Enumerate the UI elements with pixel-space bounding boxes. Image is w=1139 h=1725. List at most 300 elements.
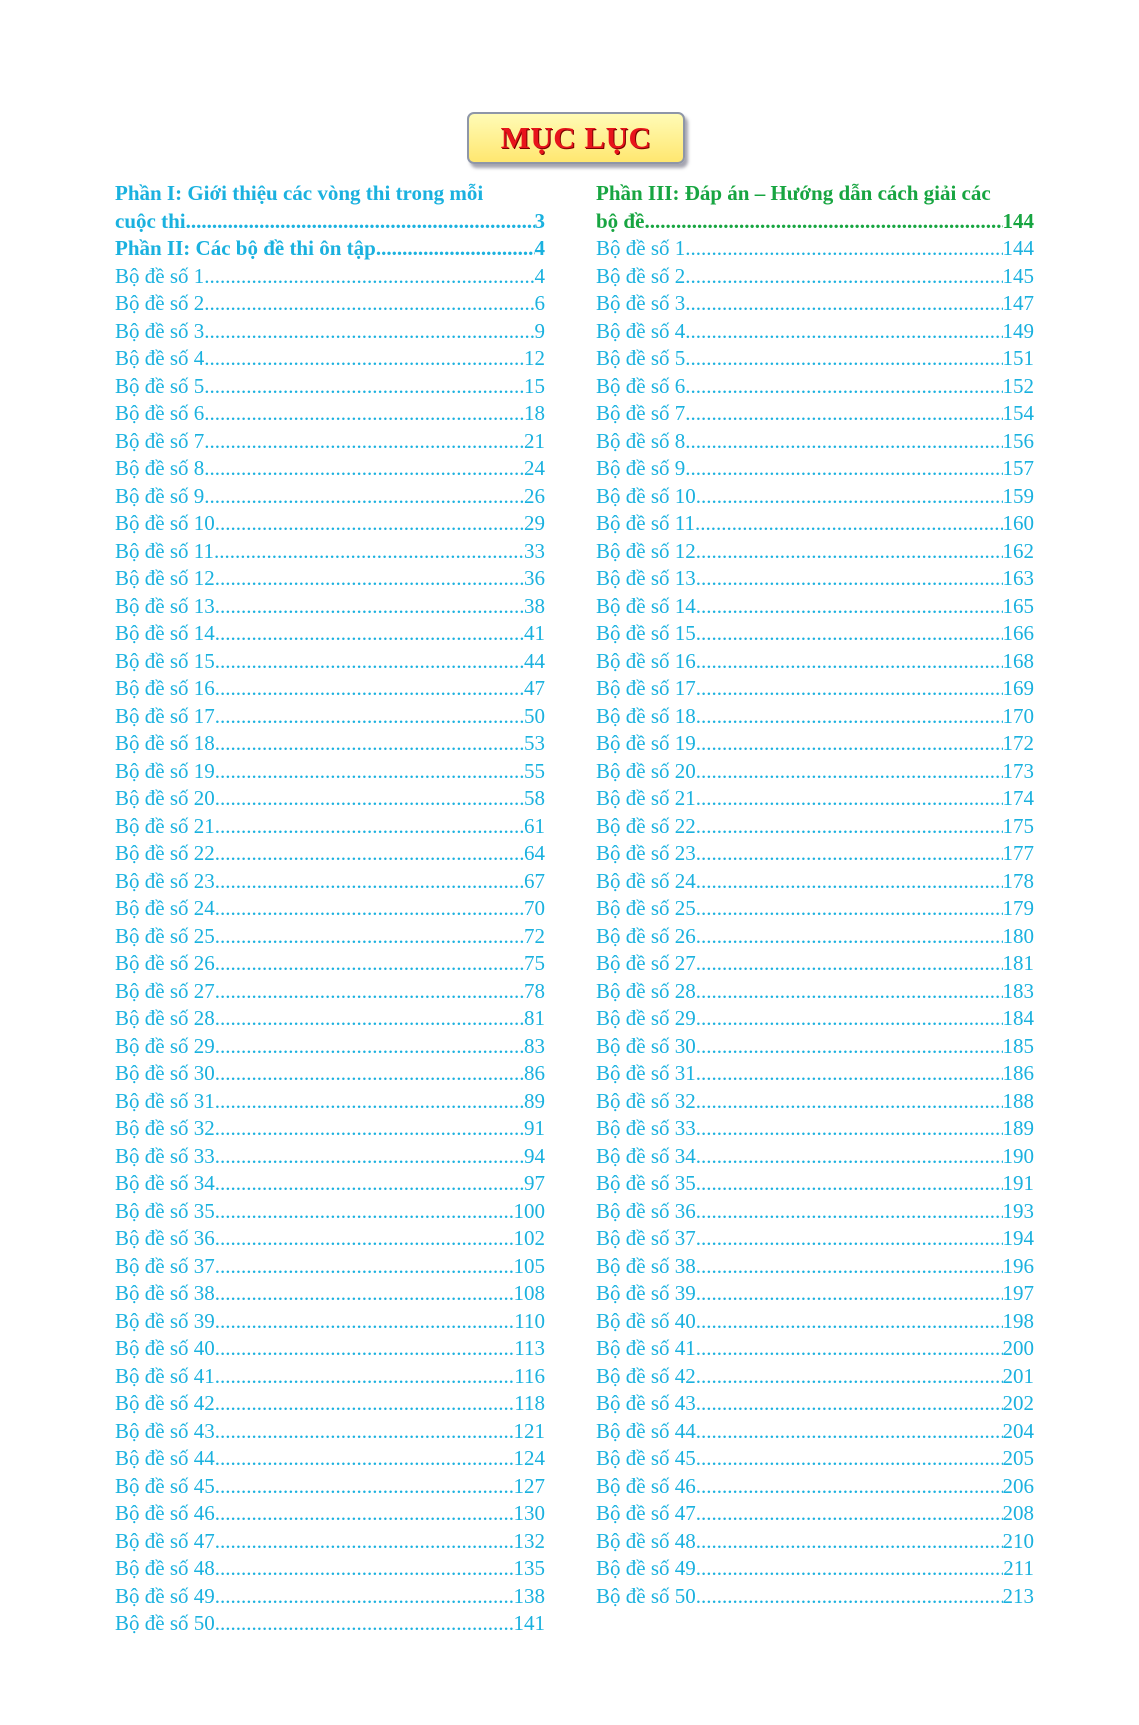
toc-entry[interactable] [596, 1143, 1034, 1171]
toc-entry[interactable] [596, 1445, 1034, 1473]
toc-entry[interactable] [596, 1005, 1034, 1033]
dot-leader [215, 1445, 514, 1473]
toc-entry[interactable] [596, 785, 1034, 813]
dot-leader [696, 840, 1003, 868]
toc-entry-label: Bộ đề số 17 [115, 703, 215, 728]
dot-leader [215, 730, 524, 758]
toc-entry-part1[interactable] [115, 208, 545, 236]
toc-entry[interactable] [115, 648, 545, 676]
toc-entry-label: Bộ đề số 13 [115, 593, 215, 618]
toc-entry-label: Bộ đề số 9 [596, 456, 686, 480]
toc-entry[interactable] [115, 1005, 545, 1033]
toc-entry[interactable] [115, 1555, 545, 1583]
toc-entry-label: Bộ đề số 37 [115, 1253, 215, 1278]
toc-entry[interactable] [115, 840, 545, 868]
toc-entry-page: 86 [524, 1061, 545, 1085]
toc-entry-page: 55 [524, 758, 545, 783]
toc-entry[interactable] [596, 1280, 1034, 1308]
toc-entry-label: Bộ đề số 40 [596, 1308, 696, 1333]
toc-entry-page: 118 [514, 1391, 545, 1415]
toc-entry[interactable] [596, 1115, 1034, 1143]
toc-entry-page: 157 [1002, 456, 1034, 480]
dot-leader [215, 978, 524, 1006]
toc-entry-label: Bộ đề số 25 [115, 923, 215, 948]
toc-entry[interactable] [596, 950, 1034, 978]
toc-entry-label: Bộ đề số 45 [115, 1473, 215, 1498]
toc-entry[interactable] [115, 813, 545, 841]
dot-leader [204, 290, 534, 318]
toc-entry[interactable] [115, 1445, 545, 1473]
toc-entry[interactable] [115, 730, 545, 758]
toc-entry-label: Bộ đề số 16 [596, 648, 696, 673]
toc-entry-page: 198 [1002, 1308, 1034, 1333]
dot-leader [215, 1280, 514, 1308]
toc-entry-label: Bộ đề số 1 [596, 236, 686, 260]
toc-entry[interactable] [115, 1390, 545, 1418]
toc-entry-page: 29 [524, 511, 545, 535]
toc-entry[interactable] [596, 978, 1034, 1006]
toc-entry-page: 197 [1002, 1281, 1034, 1305]
toc-entry[interactable] [115, 1115, 545, 1143]
toc-entry-label: Bộ đề số 10 [596, 483, 696, 508]
toc-entry-page: 124 [513, 1446, 545, 1470]
toc-entry-page: 121 [513, 1418, 545, 1443]
toc-entry[interactable] [596, 1198, 1034, 1226]
toc-entry-label: Bộ đề số 8 [596, 428, 686, 453]
dot-leader [696, 1088, 1003, 1116]
toc-entry-label: Bộ đề số 44 [596, 1418, 696, 1443]
toc-entry-label: Bộ đề số 32 [596, 1088, 696, 1113]
toc-entry-page: 213 [1002, 1583, 1034, 1608]
toc-entry[interactable] [596, 620, 1034, 648]
toc-entry[interactable] [596, 593, 1034, 621]
dot-leader [215, 565, 524, 593]
toc-entry-label: Bộ đề số 47 [596, 1501, 696, 1525]
toc-entry-label: Bộ đề số 5 [596, 346, 686, 370]
toc-entry[interactable] [596, 895, 1034, 923]
dot-leader [696, 1500, 1003, 1528]
toc-entry-page: 168 [1002, 648, 1034, 673]
toc-entry-label: Bộ đề số 43 [115, 1418, 215, 1443]
toc-entry[interactable] [596, 730, 1034, 758]
toc-entry-page: 180 [1002, 923, 1034, 948]
toc-entry-page: 181 [1002, 951, 1034, 975]
toc-entry-page: 6 [534, 291, 545, 315]
toc-entry[interactable] [596, 1170, 1034, 1198]
toc-entry-label: Bộ đề số 12 [115, 566, 215, 590]
toc-entry[interactable] [596, 1418, 1034, 1446]
toc-entry-page: 61 [524, 813, 545, 838]
toc-entry[interactable] [596, 1335, 1034, 1363]
toc-entry-label: Bộ đề số 50 [596, 1583, 696, 1608]
toc-entry-page: 169 [1002, 676, 1034, 700]
toc-entry[interactable] [115, 703, 545, 731]
toc-entry-label: Bộ đề số 5 [115, 373, 205, 398]
dot-leader [204, 318, 534, 346]
toc-entry[interactable] [596, 703, 1034, 731]
dot-leader [215, 950, 524, 978]
toc-right-column [596, 180, 1034, 1610]
dot-leader [215, 923, 524, 951]
toc-entry-label: Bộ đề số 30 [115, 1061, 215, 1085]
toc-entry-page: 177 [1002, 841, 1034, 865]
toc-entry-label: Bộ đề số 49 [115, 1583, 215, 1608]
dot-leader [696, 1363, 1003, 1391]
dot-leader [204, 345, 524, 373]
toc-entry-page: 173 [1002, 758, 1034, 783]
toc-entry-page: 53 [524, 731, 545, 755]
toc-entry-label: Bộ đề số 2 [115, 291, 205, 315]
toc-title: MỤC LỤC [500, 120, 652, 155]
toc-entry-page: 156 [1002, 428, 1034, 453]
toc-entry-label: Bộ đề số 21 [115, 813, 215, 838]
dot-leader [696, 1225, 1003, 1253]
toc-right-entries [596, 235, 1034, 1610]
toc-entry[interactable] [115, 290, 545, 318]
toc-entry-label: Bộ đề số 23 [596, 841, 696, 865]
toc-entry-label: Bộ đề số 46 [115, 1501, 215, 1525]
toc-entry[interactable] [596, 290, 1034, 318]
toc-entry-label: Bộ đề số 12 [596, 538, 696, 563]
dot-leader [696, 1253, 1003, 1281]
toc-entry-label: bộ đề [596, 208, 645, 233]
toc-entry[interactable] [596, 400, 1034, 428]
toc-entry-label: Bộ đề số 11 [115, 538, 214, 563]
toc-entry-page: 201 [1002, 1363, 1034, 1388]
toc-entry[interactable] [115, 593, 545, 621]
toc-entry-label: Bộ đề số 7 [115, 428, 205, 453]
dot-leader [215, 510, 524, 538]
toc-entry[interactable] [596, 1500, 1034, 1528]
toc-entry[interactable] [596, 483, 1034, 511]
dot-leader [186, 208, 535, 236]
toc-entry[interactable] [115, 1033, 545, 1061]
toc-entry-label: Bộ đề số 34 [596, 1143, 696, 1168]
dot-leader [696, 648, 1003, 676]
toc-entry-label: Bộ đề số 42 [596, 1363, 696, 1388]
toc-entry-page: 91 [524, 1116, 545, 1140]
toc-entry-page: 184 [1002, 1006, 1034, 1030]
toc-entry-page: 4 [534, 236, 545, 260]
dot-leader [215, 813, 524, 841]
toc-entry[interactable] [596, 455, 1034, 483]
toc-entry-label: Bộ đề số 31 [596, 1061, 696, 1085]
toc-entry[interactable] [115, 868, 545, 896]
toc-entry-page: 9 [534, 318, 545, 343]
toc-entry[interactable] [115, 1610, 545, 1638]
toc-entry-page: 15 [524, 373, 545, 398]
toc-entry-label: Bộ đề số 26 [115, 951, 215, 975]
toc-entry-page: 178 [1002, 868, 1034, 893]
dot-leader [696, 895, 1003, 923]
toc-entry-page: 165 [1002, 593, 1034, 618]
toc-entry-label: Bộ đề số 8 [115, 456, 205, 480]
toc-entry-label: Bộ đề số 39 [596, 1281, 696, 1305]
toc-entry-label: Bộ đề số 3 [115, 318, 205, 343]
toc-entry-label: Bộ đề số 37 [596, 1226, 696, 1250]
toc-entry[interactable] [596, 1363, 1034, 1391]
toc-entry-page: 193 [1002, 1198, 1034, 1223]
toc-entry-page: 152 [1002, 373, 1034, 398]
toc-entry[interactable] [115, 1280, 545, 1308]
toc-entry-label: Bộ đề số 3 [596, 291, 686, 315]
toc-entry[interactable] [596, 1583, 1034, 1611]
toc-entry[interactable] [115, 1583, 545, 1611]
dot-leader [696, 950, 1003, 978]
toc-entry[interactable] [115, 1253, 545, 1281]
toc-entry-label: Bộ đề số 23 [115, 868, 215, 893]
dot-leader [696, 703, 1003, 731]
toc-entry-label: Bộ đề số 32 [115, 1116, 215, 1140]
toc-entry[interactable] [596, 263, 1034, 291]
toc-entry-label: Bộ đề số 28 [596, 978, 696, 1003]
toc-entry[interactable] [596, 235, 1034, 263]
toc-entry[interactable] [596, 1088, 1034, 1116]
dot-leader [685, 263, 1002, 291]
dot-leader [685, 428, 1002, 456]
toc-entry[interactable] [115, 455, 545, 483]
dot-leader [696, 675, 1003, 703]
dot-leader [215, 758, 524, 786]
dot-leader [696, 1280, 1003, 1308]
toc-entry[interactable] [596, 1555, 1034, 1583]
toc-entry[interactable] [596, 813, 1034, 841]
toc-entry-label: Bộ đề số 4 [115, 346, 205, 370]
toc-entry-label: Bộ đề số 27 [115, 978, 215, 1003]
toc-entry-page: 149 [1002, 318, 1034, 343]
toc-entry[interactable] [115, 1473, 545, 1501]
toc-entry-label: Bộ đề số 24 [115, 896, 215, 920]
toc-entry-page: 130 [513, 1501, 545, 1525]
toc-entry[interactable] [596, 1033, 1034, 1061]
toc-entry-label: Bộ đề số 43 [596, 1391, 696, 1415]
toc-entry-label: Bộ đề số 14 [115, 621, 215, 645]
dot-leader [696, 1390, 1003, 1418]
toc-entry-page: 26 [524, 483, 545, 508]
toc-entry-page: 202 [1002, 1391, 1034, 1415]
dot-leader [376, 235, 535, 263]
toc-entry[interactable] [115, 923, 545, 951]
toc-entry-label: Bộ đề số 47 [115, 1528, 215, 1553]
toc-entry-label: Bộ đề số 2 [596, 263, 686, 288]
toc-entry[interactable] [596, 345, 1034, 373]
toc-entry-page: 113 [514, 1336, 545, 1360]
toc-entry-page: 4 [534, 263, 545, 288]
toc-entry[interactable] [115, 1225, 545, 1253]
toc-entry[interactable] [115, 483, 545, 511]
toc-entry-page: 89 [524, 1088, 545, 1113]
dot-leader [215, 593, 524, 621]
dot-leader [644, 208, 1002, 236]
dot-leader [215, 1088, 524, 1116]
toc-entry-page: 179 [1002, 896, 1034, 920]
toc-entry-part3[interactable] [596, 208, 1034, 236]
toc-entry[interactable] [115, 1060, 545, 1088]
toc-entry-page: 174 [1002, 786, 1034, 810]
dot-leader [696, 1005, 1003, 1033]
toc-entry[interactable] [115, 1308, 545, 1336]
part1-heading-line1: Phần I: Giới thiệu các vòng thi trong mỗi [115, 181, 484, 205]
part3-heading-line1: Phần III: Đáp án – Hướng dẫn cách giải các [596, 181, 991, 205]
toc-entry-page: 166 [1002, 621, 1034, 645]
toc-entry[interactable] [115, 400, 545, 428]
dot-leader [215, 1115, 524, 1143]
toc-entry[interactable] [115, 978, 545, 1006]
toc-entry-page: 116 [514, 1363, 545, 1388]
dot-leader [696, 1583, 1003, 1611]
toc-entry-page: 21 [524, 428, 545, 453]
dot-leader [696, 1418, 1003, 1446]
dot-leader [215, 895, 524, 923]
toc-entry[interactable] [596, 675, 1034, 703]
toc-entry[interactable] [596, 1225, 1034, 1253]
toc-entry-label: Bộ đề số 38 [115, 1281, 215, 1305]
dot-leader [685, 290, 1002, 318]
toc-entry-label: Bộ đề số 29 [115, 1033, 215, 1058]
toc-entry-label: Bộ đề số 27 [596, 951, 696, 975]
toc-entry-label: Bộ đề số 34 [115, 1171, 215, 1195]
toc-entry[interactable] [115, 1528, 545, 1556]
toc-entry-page: 72 [524, 923, 545, 948]
toc-entry-label: Bộ đề số 19 [596, 731, 696, 755]
dot-leader [696, 868, 1003, 896]
toc-entry-label: Bộ đề số 35 [596, 1171, 696, 1195]
dot-leader [204, 400, 524, 428]
toc-entry-label: Bộ đề số 36 [596, 1198, 696, 1223]
toc-entry-page: 151 [1002, 346, 1034, 370]
toc-entry-label: Bộ đề số 14 [596, 593, 696, 618]
toc-entry[interactable] [115, 758, 545, 786]
dot-leader [685, 345, 1002, 373]
toc-entry-label: Bộ đề số 28 [115, 1006, 215, 1030]
toc-entry[interactable] [596, 758, 1034, 786]
dot-leader [696, 1335, 1003, 1363]
toc-entry-label: Bộ đề số 46 [596, 1473, 696, 1498]
toc-entry[interactable] [115, 950, 545, 978]
toc-entry[interactable] [596, 1308, 1034, 1336]
toc-entry[interactable] [115, 1198, 545, 1226]
toc-entry-page: 205 [1002, 1446, 1034, 1470]
toc-entry-label: Bộ đề số 10 [115, 511, 215, 535]
dot-leader [215, 1170, 524, 1198]
toc-entry[interactable] [596, 868, 1034, 896]
dot-leader [215, 1198, 514, 1226]
toc-entry[interactable] [115, 785, 545, 813]
toc-entry[interactable] [115, 1500, 545, 1528]
toc-entry[interactable] [115, 1088, 545, 1116]
toc-entry-page: 186 [1002, 1061, 1034, 1085]
toc-entry[interactable] [115, 318, 545, 346]
toc-title-box [467, 112, 685, 164]
dot-leader [685, 400, 1002, 428]
toc-entry[interactable] [596, 373, 1034, 401]
toc-entry-part2[interactable] [115, 235, 545, 263]
dot-leader [685, 455, 1002, 483]
dot-leader [215, 1253, 514, 1281]
toc-entry-page: 175 [1002, 813, 1034, 838]
toc-entry[interactable] [596, 1473, 1034, 1501]
toc-entry[interactable] [596, 1528, 1034, 1556]
dot-leader [696, 1198, 1003, 1226]
dot-leader [695, 510, 1003, 538]
dot-leader [696, 538, 1003, 566]
dot-leader [696, 483, 1003, 511]
toc-entry[interactable] [115, 345, 545, 373]
toc-entry[interactable] [115, 510, 545, 538]
toc-entry-label: Bộ đề số 49 [596, 1556, 696, 1580]
toc-entry[interactable] [596, 318, 1034, 346]
toc-entry-label: Bộ đề số 31 [115, 1088, 215, 1113]
toc-entry-page: 102 [513, 1226, 545, 1250]
dot-leader [215, 620, 524, 648]
toc-entry[interactable] [596, 648, 1034, 676]
dot-leader [215, 1418, 514, 1446]
toc-entry-label: Bộ đề số 33 [115, 1143, 215, 1168]
toc-entry[interactable] [115, 620, 545, 648]
toc-entry[interactable] [115, 1170, 545, 1198]
toc-entry[interactable] [115, 895, 545, 923]
toc-entry-page: 206 [1002, 1473, 1034, 1498]
toc-entry[interactable] [115, 538, 545, 566]
toc-entry[interactable] [115, 1418, 545, 1446]
toc-entry-page: 160 [1002, 511, 1034, 535]
toc-entry[interactable] [115, 1143, 545, 1171]
toc-entry-page: 162 [1002, 538, 1034, 563]
toc-entry[interactable] [596, 1253, 1034, 1281]
toc-entry[interactable] [115, 1335, 545, 1363]
toc-entry[interactable] [596, 1390, 1034, 1418]
dot-leader [215, 1033, 524, 1061]
toc-entry-label: Bộ đề số 15 [115, 648, 215, 673]
toc-entry[interactable] [596, 538, 1034, 566]
toc-entry-page: 159 [1002, 483, 1034, 508]
toc-entry-page: 33 [524, 538, 545, 563]
toc-entry[interactable] [596, 1060, 1034, 1088]
toc-entry[interactable] [115, 565, 545, 593]
toc-entry[interactable] [115, 675, 545, 703]
toc-entry-page: 163 [1002, 566, 1034, 590]
toc-entry[interactable] [115, 1363, 545, 1391]
dot-leader [696, 813, 1003, 841]
toc-entry[interactable] [596, 510, 1034, 538]
toc-entry-page: 154 [1002, 401, 1034, 425]
toc-entry[interactable] [596, 840, 1034, 868]
toc-entry-page: 141 [513, 1611, 545, 1635]
dot-leader [215, 1500, 514, 1528]
dot-leader [696, 1060, 1003, 1088]
toc-entry-label: Bộ đề số 45 [596, 1446, 696, 1470]
toc-entry-page: 172 [1002, 731, 1034, 755]
toc-entry-label: Bộ đề số 22 [596, 813, 696, 838]
toc-entry[interactable] [115, 428, 545, 456]
dot-leader [215, 675, 524, 703]
dot-leader [215, 1005, 524, 1033]
dot-leader [215, 703, 524, 731]
dot-leader [696, 1033, 1003, 1061]
toc-entry[interactable] [115, 263, 545, 291]
toc-entry-page: 194 [1002, 1226, 1034, 1250]
toc-entry-page: 147 [1002, 291, 1034, 315]
toc-entry-label: Bộ đề số 16 [115, 676, 215, 700]
toc-entry-page: 100 [513, 1198, 545, 1223]
toc-entry[interactable] [115, 373, 545, 401]
toc-entry[interactable] [596, 565, 1034, 593]
toc-entry[interactable] [596, 923, 1034, 951]
dot-leader [204, 263, 534, 291]
dot-leader [215, 1610, 514, 1638]
toc-entry[interactable] [596, 428, 1034, 456]
dot-leader [215, 868, 524, 896]
